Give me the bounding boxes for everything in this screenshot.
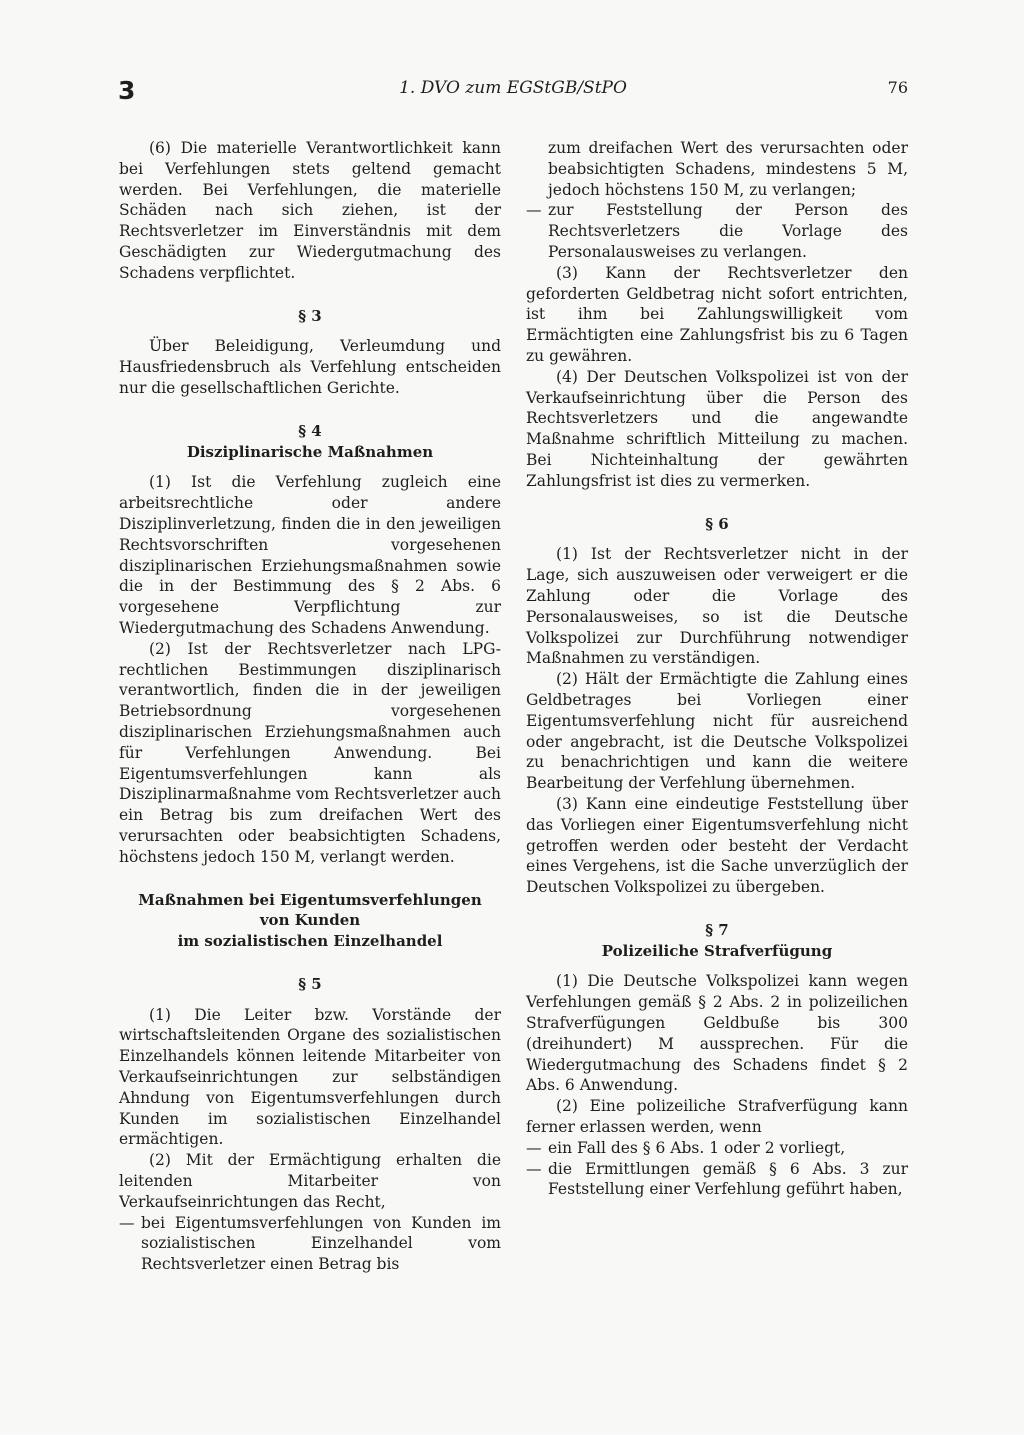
subheading-line-3: im sozialistischen Einzelhandel xyxy=(177,932,443,951)
list-item-text: ein Fall des § 6 Abs. 1 oder 2 vorliegt, xyxy=(548,1138,846,1157)
paragraph-s5-1: (1) Die Leiter bzw. Vorstände der wirtschaftsleitenden Organe des sozialistischen Einzelhandels können leitende Mitarbeiter von Verkaufseinrichtungen zur selbständigen Ahndung von Eigentumsverfehlungen durch Kunden im sozialistischen Einzelhandel ermächtigen. xyxy=(119,1005,501,1149)
paragraph-s4-2: (2) Ist der Rechtsverletzer nach LPG-rechtlichen Bestimmungen disziplinarisch verantwortlich, finden die in der jeweiligen Betriebsordnung vorgesehenen disziplinarischen Erziehungsmaßnahmen auch für Verfehlungen Anwendung. Bei Eigentumsverfehlungen kann als Disziplinarmaßnahme vom Rechtsverletzer auch ein Betrag bis zum dreifachen Wert des verursachten oder beabsichtigten Schadens, höchstens jedoch 150 M, verlangt werden. xyxy=(119,639,501,866)
section-7-title: Polizeiliche Strafverfügung xyxy=(601,941,833,960)
paragraph-s4-1: (1) Ist die Verfehlung zugleich eine arbeitsrechtliche oder andere Disziplinverletzung, finden die in den jeweiligen Rechtsvorschriften vorgesehenen disziplinarischen Erziehungsmaßnahmen sowie die in der Bestimmung des § 2 Abs. 6 vorgesehene Verpflichtung zur Wiedergutmachung des Schadens Anwendung. xyxy=(119,473,501,637)
page-header xyxy=(118,76,908,106)
paragraph-s6-2: (2) Hält der Ermächtigte die Zahlung eines Geldbetrages bei Vorliegen einer Eigentumsverfehlung nicht für ausreichend oder angebracht, ist die Deutsche Volkspolizei zu benachrichtigen und kann die weitere Bearbeitung der Verfehlung übernehmen. xyxy=(526,670,908,793)
paragraph-s6-1: (1) Ist der Rechtsverletzer nicht in der Lage, sich auszuweisen oder verweigert er die Zahlung oder die Vorlage des Personalausweises, so ist die Deutsche Volkspolizei zur Durchführung notwendiger Maßnahmen zu verständigen. xyxy=(526,545,908,668)
paragraph-s5-4: (4) Der Deutschen Volkspolizei ist von der Verkaufseinrichtung über die Person des Rechtsverletzers und die angewandte Maßnahme schriftlich Mitteilung zu machen. Bei Nichteinhaltung der gewährten Zahlungsfrist ist dies zu vermerken. xyxy=(526,367,908,490)
section-7-heading: § 7 xyxy=(705,920,729,939)
paragraph-s5-3: (3) Kann der Rechtsverletzer den geforderten Geldbetrag nicht sofort entrichten, ist ihm bei Zahlungswilligkeit vom Ermächtigten eine Zahlungsfrist bis zu 6 Tagen zu gewähren. xyxy=(526,263,908,365)
paragraph-s6-3: (3) Kann eine eindeutige Feststellung über das Vorliegen einer Eigentumsverfehlung nicht getroffen werden oder besteht der Verdacht eines Vergehens, ist die Sache unverzüglich der Deutschen Volkspolizei zu übergeben. xyxy=(526,794,908,897)
section-4-title: Disziplinarische Maßnahmen xyxy=(186,442,434,461)
list-item xyxy=(526,138,908,200)
subheading-line-2: von Kunden xyxy=(259,911,361,930)
paragraph-s3: Über Beleidigung, Verleumdung und Hausfriedensbruch als Verfehlung entscheiden nur die gesellschaftlichen Gerichte. xyxy=(119,337,501,397)
list-item-text: die Ermittlungen gemäß § 6 Abs. 3 zur Feststellung einer Verfehlung geführt haben, xyxy=(548,1159,908,1199)
dash-mark: — xyxy=(526,1159,542,1178)
list-item xyxy=(526,1138,908,1159)
section-5-heading: § 5 xyxy=(298,974,322,993)
list-item-text: bei Eigentumsverfehlungen von Kunden im sozialistischen Einzelhandel vom Rechtsverletzer einen Betrag bis xyxy=(141,1213,501,1274)
list-item-text-continued: zum dreifachen Wert des verursachten oder beabsichtigten Schadens, mindestens 5 M, jedoch höchstens 150 M, zu verlangen; xyxy=(548,139,908,199)
right-column xyxy=(526,138,908,1200)
chapter-number: 3 xyxy=(118,76,136,105)
dash-mark: — xyxy=(526,201,542,220)
paragraph-s2-6: (6) Die materielle Verantwortlichkeit kann bei Verfehlungen stets geltend gemacht werden. Bei Verfehlungen, die materielle Schäden nach sich ziehen, ist der Rechtsverletzer im Einverständnis mit dem Geschädigten zur Wiedergutmachung des Schadens verpflichtet. xyxy=(119,139,501,282)
paragraph-s7-2: (2) Eine polizeiliche Strafverfügung kann ferner erlassen werden, wenn xyxy=(526,1097,908,1137)
left-column xyxy=(119,138,501,1275)
dash-mark: — xyxy=(526,1138,542,1157)
dash-mark: — xyxy=(119,1213,135,1232)
section-4-heading: § 4 xyxy=(298,421,322,440)
paragraph-s7-1: (1) Die Deutsche Volkspolizei kann wegen Verfehlungen gemäß § 2 Abs. 2 in polizeilichen Strafverfügungen Geldbuße bis 300 (dreihundert) M aussprechen. Für die Wiedergutmachung des Schadens findet § 2 Abs. 6 Anwendung. xyxy=(526,972,908,1095)
section-3-heading: § 3 xyxy=(298,306,322,325)
section-6-heading: § 6 xyxy=(705,514,729,533)
list-item-text: zur Feststellung der Person des Rechtsverletzers die Vorlage des Personalausweises zu verlangen. xyxy=(548,201,908,261)
list-item xyxy=(119,1213,501,1275)
list-item xyxy=(526,200,908,262)
page-number: 76 xyxy=(887,78,908,97)
running-title: 1. DVO zum EGStGB/StPO xyxy=(399,78,627,98)
paragraph-s5-2: (2) Mit der Ermächtigung erhalten die leitenden Mitarbeiter von Verkaufseinrichtungen das Recht, xyxy=(119,1151,501,1211)
list-item xyxy=(526,1159,908,1201)
subheading-line-1: Maßnahmen bei Eigentumsverfehlungen xyxy=(138,890,482,909)
